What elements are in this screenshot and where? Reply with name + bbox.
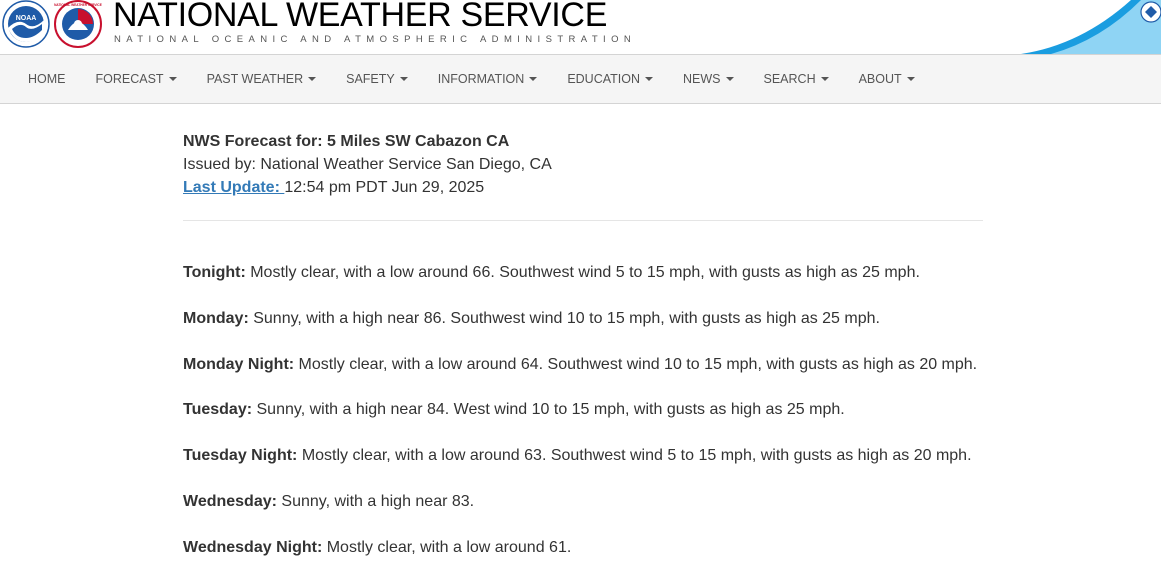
forecast-periods bbox=[183, 263, 983, 558]
site-subtitle: NATIONAL OCEANIC AND ATMOSPHERIC ADMINISTRATION bbox=[114, 34, 637, 45]
nav-item-home[interactable] bbox=[13, 55, 81, 103]
nav-item-label: HOME bbox=[28, 72, 66, 86]
nav-item-label: ABOUT bbox=[858, 72, 902, 86]
period-text: Sunny, with a high near 86. Southwest wind 10 to 15 mph, with gusts as high as 25 mph. bbox=[248, 309, 880, 327]
nav-item-label: INFORMATION bbox=[437, 72, 525, 86]
nav-item-about[interactable] bbox=[844, 55, 930, 103]
caret-down-icon bbox=[726, 77, 734, 81]
period-text: Mostly clear, with a low around 64. Southwest wind 10 to 15 mph, with gusts as high as 20 mph. bbox=[294, 355, 978, 373]
nav-item-forecast[interactable] bbox=[81, 55, 192, 103]
header-swoosh-icon bbox=[1021, 0, 1161, 54]
period-name: Wednesday Night: bbox=[183, 538, 323, 556]
period-name: Tonight: bbox=[183, 264, 246, 281]
period-text: Sunny, with a high near 83. bbox=[276, 492, 475, 510]
issued-by: Issued by: National Weather Service San Diego, CA bbox=[183, 156, 552, 173]
forecast-period bbox=[183, 446, 983, 466]
last-update-value: 12:54 pm PDT Jun 29, 2025 bbox=[284, 179, 485, 196]
forecast-period bbox=[183, 492, 983, 512]
caret-down-icon bbox=[169, 77, 177, 81]
main-navigation bbox=[0, 54, 1161, 104]
noaa-logo-text: NOAA bbox=[15, 15, 37, 22]
forecast-period bbox=[183, 400, 983, 420]
period-name: Monday: bbox=[183, 309, 249, 327]
nav-item-search[interactable] bbox=[749, 55, 844, 103]
nav-item-label: FORECAST bbox=[95, 72, 164, 86]
caret-down-icon bbox=[308, 77, 316, 81]
site-header bbox=[0, 0, 1161, 54]
period-name: Tuesday: bbox=[183, 401, 253, 419]
nav-item-past-weather[interactable] bbox=[192, 55, 332, 103]
last-update-link[interactable]: Last Update: bbox=[183, 179, 285, 196]
forecast-content bbox=[183, 104, 983, 584]
nav-item-news[interactable] bbox=[668, 55, 749, 103]
nws-logo-icon[interactable] bbox=[54, 0, 102, 48]
nav-item-label: SAFETY bbox=[346, 72, 395, 86]
noaa-logo-icon[interactable] bbox=[2, 0, 50, 48]
divider bbox=[183, 220, 983, 221]
forecast-period bbox=[183, 263, 983, 283]
forecast-point-title: NWS Forecast for: 5 Miles SW Cabazon CA bbox=[183, 133, 510, 150]
caret-down-icon bbox=[907, 77, 915, 81]
forecast-period bbox=[183, 538, 983, 558]
site-title[interactable]: NATIONAL WEATHER SERVICE bbox=[113, 0, 608, 34]
nav-item-label: SEARCH bbox=[763, 72, 816, 86]
nav-item-label: PAST WEATHER bbox=[206, 72, 304, 86]
nav-item-information[interactable] bbox=[423, 55, 553, 103]
forecast-period bbox=[183, 355, 983, 375]
nws-logo-text: NATIONAL WEATHER SERVICE bbox=[54, 3, 102, 7]
period-text: Mostly clear, with a low around 66. Southwest wind 5 to 15 mph, with gusts as high as 25 mph. bbox=[245, 264, 920, 281]
caret-down-icon bbox=[645, 77, 653, 81]
nav-item-label: NEWS bbox=[683, 72, 721, 86]
period-name: Monday Night: bbox=[183, 355, 295, 373]
caret-down-icon bbox=[400, 77, 408, 81]
caret-down-icon bbox=[821, 77, 829, 81]
nav-item-safety[interactable] bbox=[331, 55, 423, 103]
caret-down-icon bbox=[529, 77, 537, 81]
period-text: Mostly clear, with a low around 63. Southwest wind 5 to 15 mph, with gusts as high as 20 mph. bbox=[297, 447, 972, 465]
nav-item-education[interactable] bbox=[552, 55, 668, 103]
nav-list bbox=[0, 55, 1161, 103]
forecast-period bbox=[183, 309, 983, 329]
period-name: Tuesday Night: bbox=[183, 447, 298, 465]
last-update bbox=[183, 176, 983, 199]
nav-item-label: EDUCATION bbox=[567, 72, 640, 86]
period-name: Wednesday: bbox=[183, 492, 277, 510]
period-text: Mostly clear, with a low around 61. bbox=[322, 538, 572, 556]
period-text: Sunny, with a high near 84. West wind 10 to 15 mph, with gusts as high as 25 mph. bbox=[252, 401, 845, 419]
